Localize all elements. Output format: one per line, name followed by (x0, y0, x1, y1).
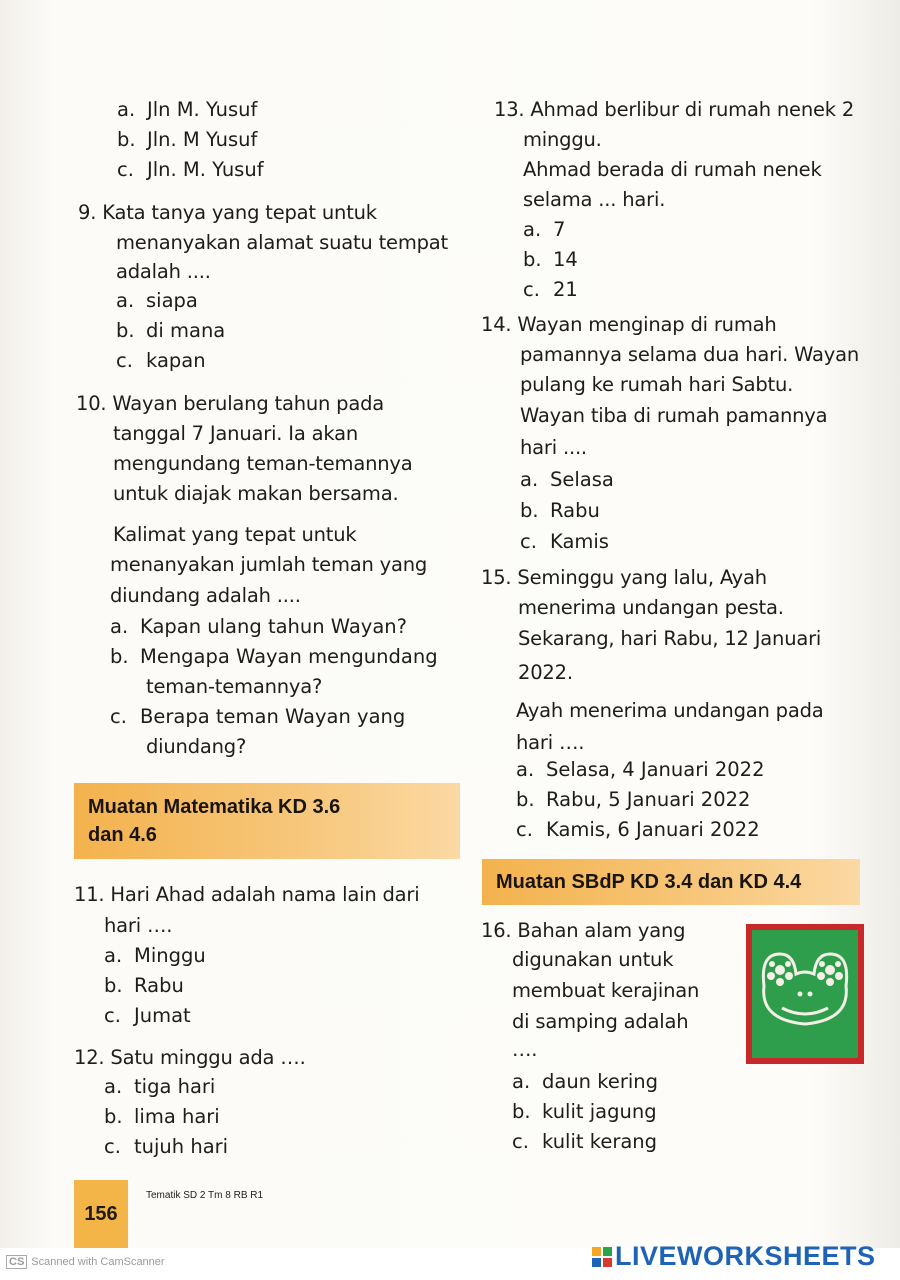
book-code: Tematik SD 2 Tm 8 RB R1 (146, 1190, 264, 1201)
q14-option-a[interactable]: a. Selasa (520, 468, 614, 491)
q15-line-2: menerima undangan pesta. (518, 596, 784, 619)
camscanner-badge: CS (6, 1255, 27, 1269)
q10-line-3: mengundang teman-temannya (113, 452, 413, 475)
q8-option-c[interactable]: c. Jln. M. Yusuf (117, 158, 264, 181)
q16-option-a[interactable]: a. daun kering (512, 1070, 659, 1093)
q16-line-5: …. (512, 1038, 538, 1061)
q16-line-1: 16. Bahan alam yang (481, 919, 686, 942)
q16-line-4: di samping adalah (512, 1010, 689, 1033)
page-number: 156 (74, 1180, 128, 1248)
q9-line-1: 9. Kata tanya yang tepat untuk (78, 201, 377, 224)
q9-option-a[interactable]: a. siapa (116, 289, 198, 312)
q15-prompt-2: hari …. (516, 731, 585, 754)
section-banner-sbdp (482, 859, 860, 905)
q12-option-b[interactable]: b. lima hari (104, 1105, 220, 1128)
q10-prompt-2: menanyakan jumlah teman yang (110, 553, 428, 576)
q10-line-4: untuk diajak makan bersama. (113, 482, 399, 505)
q16-option-b[interactable]: b. kulit jagung (512, 1100, 657, 1123)
q12-line-1: 12. Satu minggu ada …. (74, 1046, 306, 1069)
liveworksheets-icon (592, 1247, 612, 1267)
q8-option-a[interactable]: a. Jln M. Yusuf (117, 98, 258, 121)
q9-line-3: adalah .... (116, 260, 211, 283)
q12-option-a[interactable]: a. tiga hari (104, 1075, 216, 1098)
q13-line-1: 13. Ahmad berlibur di rumah nenek 2 (494, 98, 855, 121)
q10-prompt-3: diundang adalah .... (110, 584, 301, 607)
q11-option-a[interactable]: a. Minggu (104, 944, 206, 967)
q16-option-c[interactable]: c. kulit kerang (512, 1130, 658, 1153)
q14-line-1: 14. Wayan menginap di rumah (481, 313, 777, 336)
q10-option-a[interactable]: a. Kapan ulang tahun Wayan? (110, 615, 407, 638)
q13-line-3: Ahmad berada di rumah nenek (523, 158, 822, 181)
camscanner-watermark: CS Scanned with CamScanner (6, 1255, 165, 1269)
picture-background (752, 930, 858, 1058)
q10-line-1: 10. Wayan berulang tahun pada (76, 392, 385, 415)
q11-line-2: hari …. (104, 914, 173, 937)
q13-option-c[interactable]: c. 21 (523, 278, 578, 301)
q13-option-b[interactable]: b. 14 (523, 248, 578, 271)
q15-line-4: 2022. (518, 661, 573, 684)
q14-line-4: Wayan tiba di rumah pamannya (520, 404, 828, 427)
q14-option-c[interactable]: c. Kamis (520, 530, 609, 553)
q9-line-2: menanyakan alamat suatu tempat (116, 231, 448, 254)
q12-option-c[interactable]: c. tujuh hari (104, 1135, 229, 1158)
q15-option-a[interactable]: a. Selasa, 4 Januari 2022 (516, 758, 765, 781)
q10-option-c-cont: diundang? (146, 735, 247, 758)
q10-prompt-1: Kalimat yang tepat untuk (113, 523, 357, 546)
q15-line-3: Sekarang, hari Rabu, 12 Januari (518, 627, 822, 650)
q13-line-4: selama ... hari. (523, 188, 666, 211)
q8-option-b[interactable]: b. Jln. M Yusuf (117, 128, 258, 151)
q11-option-c[interactable]: c. Jumat (104, 1004, 191, 1027)
q14-line-3: pulang ke rumah hari Sabtu. (520, 373, 794, 396)
q11-line-1: 11. Hari Ahad adalah nama lain dari (74, 883, 420, 906)
q14-line-5: hari .... (520, 436, 587, 459)
q14-option-b[interactable]: b. Rabu (520, 499, 600, 522)
q9-option-c[interactable]: c. kapan (116, 349, 206, 372)
liveworksheets-logo[interactable]: LIVEWORKSHEETS (592, 1241, 876, 1272)
banner-sbdp-text: Muatan SBdP KD 3.4 dan KD 4.4 (496, 871, 802, 893)
q10-line-2: tanggal 7 Januari. Ia akan (113, 422, 358, 445)
shell-craft-picture (746, 924, 864, 1064)
q9-option-b[interactable]: b. di mana (116, 319, 226, 342)
q15-prompt-1: Ayah menerima undangan pada (516, 699, 824, 722)
banner-math-line-1: Muatan Matematika KD 3.6 (88, 796, 341, 818)
q10-option-b-cont: teman-temannya? (146, 675, 323, 698)
q15-option-b[interactable]: b. Rabu, 5 Januari 2022 (516, 788, 751, 811)
q16-line-2: digunakan untuk (512, 948, 674, 971)
q13-line-2: minggu. (523, 128, 602, 151)
banner-math-line-2: dan 4.6 (88, 824, 157, 846)
q13-option-a[interactable]: a. 7 (523, 218, 566, 241)
q11-option-b[interactable]: b. Rabu (104, 974, 184, 997)
q10-option-b[interactable]: b. Mengapa Wayan mengundang (110, 645, 438, 668)
section-banner-math (74, 783, 460, 859)
q10-option-c[interactable]: c. Berapa teman Wayan yang (110, 705, 406, 728)
q14-line-2: pamannya selama dua hari. Wayan (520, 343, 860, 366)
q16-line-3: membuat kerajinan (512, 979, 700, 1002)
q15-line-1: 15. Seminggu yang lalu, Ayah (481, 566, 767, 589)
q15-option-c[interactable]: c. Kamis, 6 Januari 2022 (516, 818, 760, 841)
